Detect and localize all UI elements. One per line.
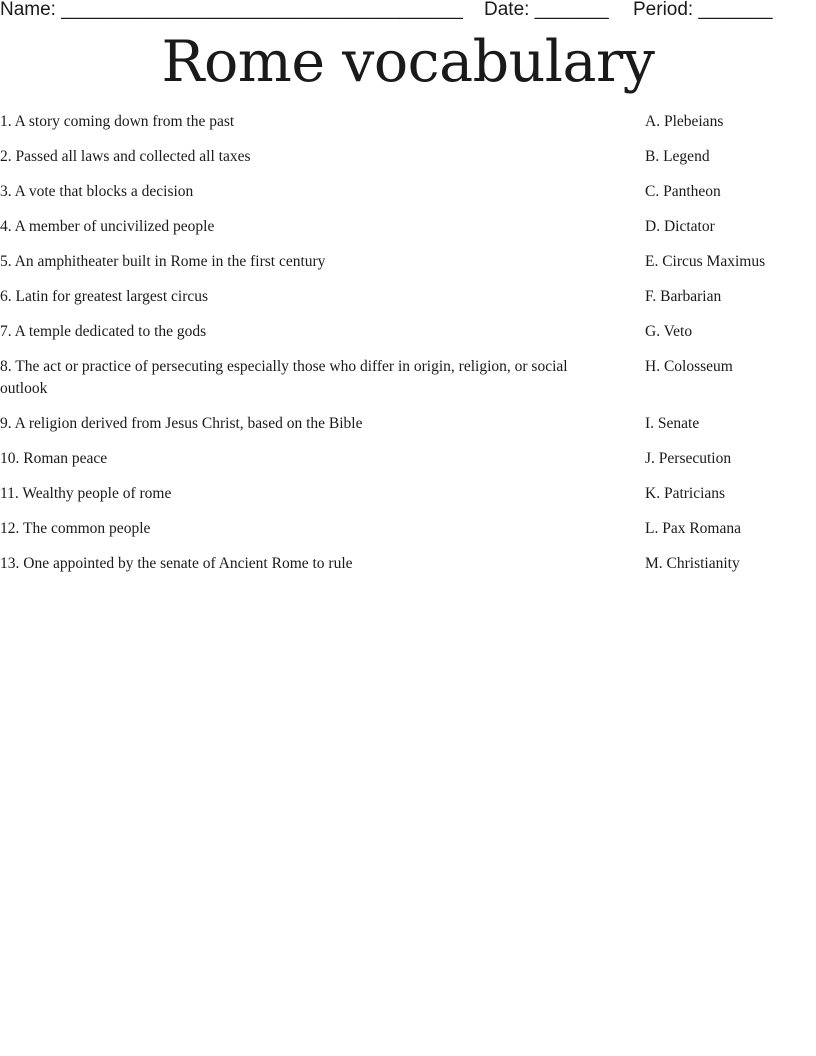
matching-list — [0, 111, 816, 588]
matching-row — [0, 181, 816, 216]
answer-item: J. Persecution — [645, 450, 732, 467]
matching-row — [0, 413, 816, 448]
matching-row — [0, 251, 816, 286]
answer-item: B. Legend — [645, 148, 710, 165]
answer-item: A. Plebeians — [645, 113, 724, 130]
name-field: Name: ______________________________________ — [0, 0, 463, 20]
answer-item: K. Patricians — [645, 485, 726, 502]
worksheet-header — [0, 0, 816, 22]
answer-item: C. Pantheon — [645, 183, 721, 200]
answer-item: E. Circus Maximus — [645, 253, 766, 270]
question-item: 13. One appointed by the senate of Ancient Rome to rule — [0, 555, 353, 572]
question-item: 2. Passed all laws and collected all taxes — [0, 148, 251, 165]
answer-item: H. Colosseum — [645, 358, 733, 375]
matching-row — [0, 448, 816, 483]
period-field: Period: _______ — [633, 0, 773, 20]
question-item: 8. The act or practice of persecuting especially those who differ in origin, religion, or social outlook — [0, 358, 568, 397]
answer-item: I. Senate — [645, 415, 700, 432]
answer-item: F. Barbarian — [645, 288, 722, 305]
matching-row — [0, 216, 816, 251]
question-item: 4. A member of uncivilized people — [0, 218, 215, 235]
answer-item: D. Dictator — [645, 218, 715, 235]
matching-row — [0, 111, 816, 146]
question-item: 3. A vote that blocks a decision — [0, 183, 194, 200]
question-item: 9. A religion derived from Jesus Christ, based on the Bible — [0, 415, 363, 432]
answer-item: M. Christianity — [645, 555, 740, 572]
question-item: 11. Wealthy people of rome — [0, 485, 172, 502]
question-item: 1. A story coming down from the past — [0, 113, 235, 130]
matching-row — [0, 321, 816, 356]
question-item: 7. A temple dedicated to the gods — [0, 323, 207, 340]
date-field: Date: _______ — [484, 0, 609, 20]
question-item: 5. An amphitheater built in Rome in the first century — [0, 253, 326, 270]
matching-row — [0, 553, 816, 588]
answer-item: L. Pax Romana — [645, 520, 741, 537]
matching-row — [0, 146, 816, 181]
matching-row — [0, 356, 816, 413]
question-item: 12. The common people — [0, 520, 151, 537]
matching-row — [0, 518, 816, 553]
question-item: 10. Roman peace — [0, 450, 108, 467]
answer-item: G. Veto — [645, 323, 693, 340]
matching-row — [0, 483, 816, 518]
matching-row — [0, 286, 816, 321]
page-title: Rome vocabulary — [161, 29, 655, 95]
question-item: 6. Latin for greatest largest circus — [0, 288, 209, 305]
